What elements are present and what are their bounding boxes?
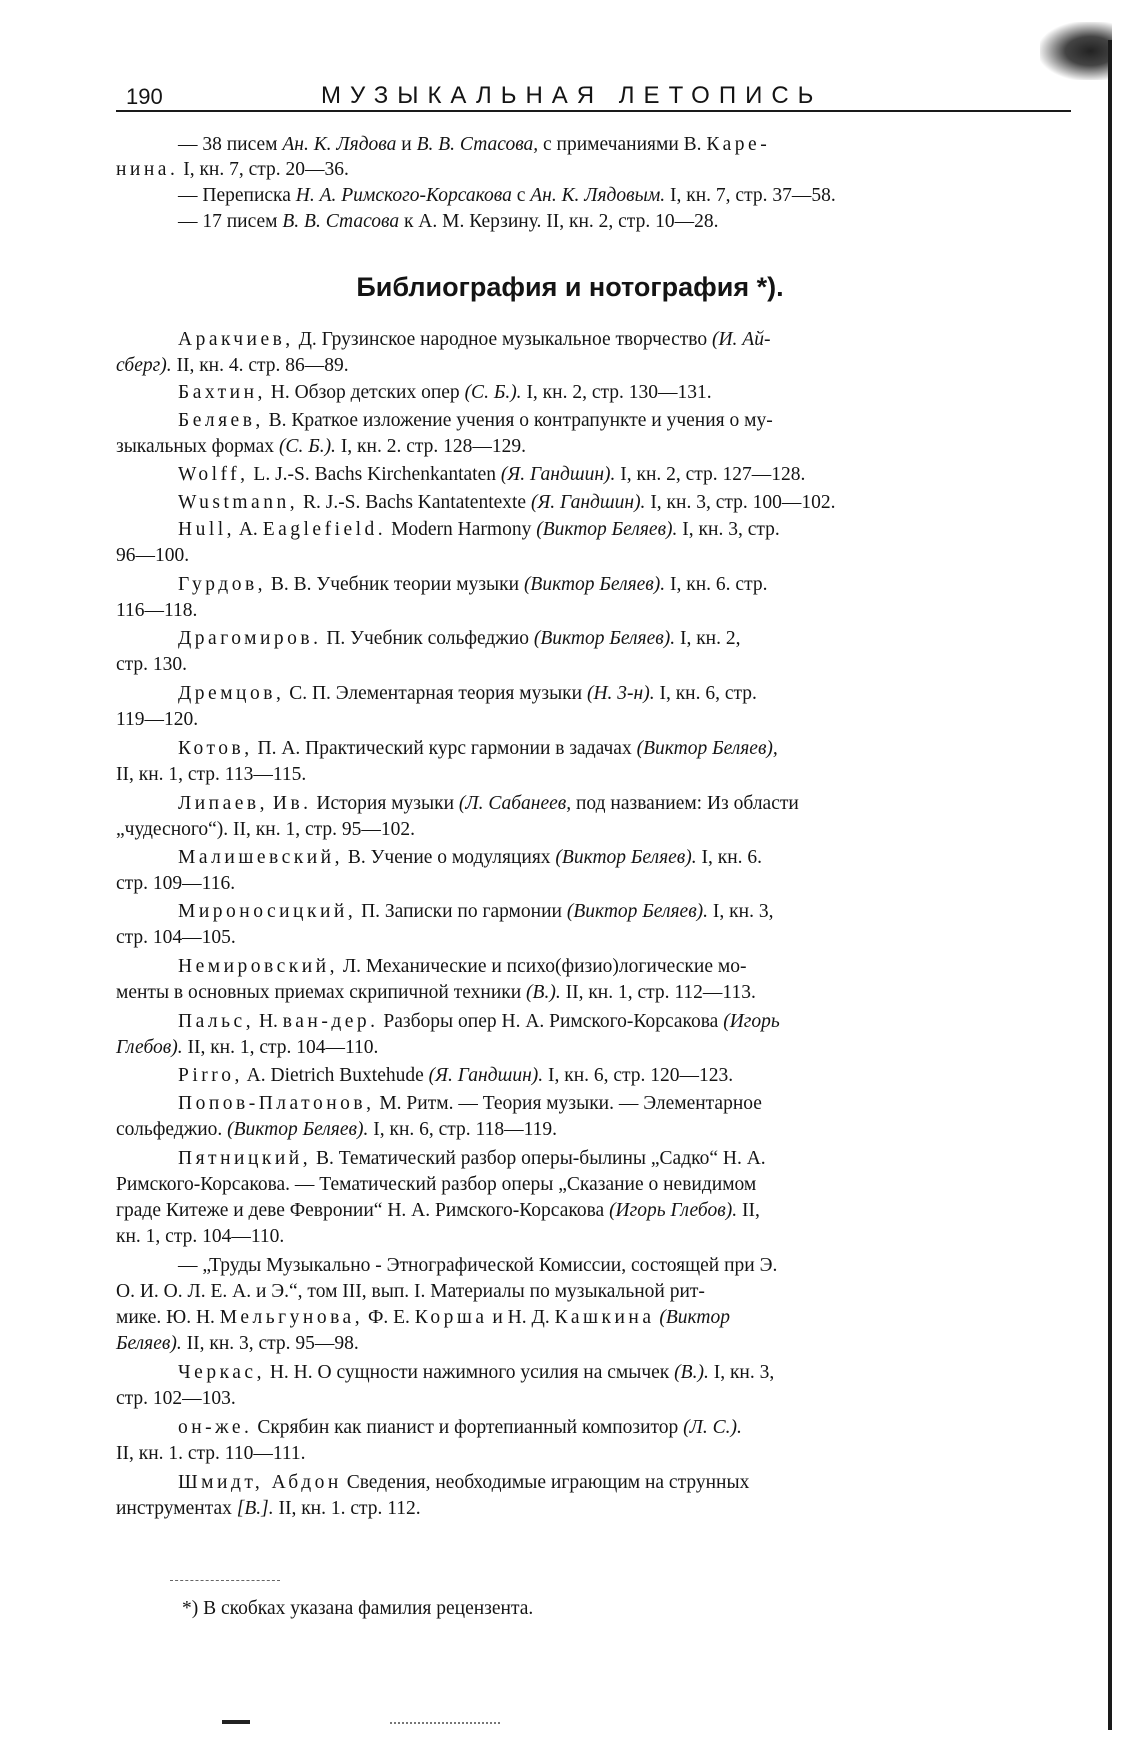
bibliography-entry: Черкас, Н. Н. О сущности нажимного усилия на смычек (В.). I, кн. 3, <box>178 1362 775 1383</box>
bibliography-entry: Пятницкий, В. Тематический разбор оперы-былины „Садко“ Н. А. <box>178 1148 766 1169</box>
section-heading: Библиография и нотография *). <box>356 272 784 302</box>
bibliography-entry-cont: II, кн. 1. стр. 110—111. <box>116 1443 306 1464</box>
bibliography-entry-cont: 119—120. <box>116 709 199 730</box>
bibliography-entry: Беляев, В. Краткое изложение учения о контрапункте и учения о му- <box>178 410 773 431</box>
bibliography-entry-cont: 116—118. <box>116 600 198 621</box>
bibliography-entry: Гурдов, В. В. Учебник теории музыки (Виктор Беляев). I, кн. 6. стр. <box>178 574 768 595</box>
bibliography-entry: Бахтин, Н. Обзор детских опер (С. Б.). I, кн. 2, стр. 130—131. <box>178 382 712 403</box>
bibliography-entry: Шмидт, Абдон Сведения, необходимые играющим на струнных <box>178 1472 750 1493</box>
bibliography-entry: Немировский, Л. Механические и психо(физио)логические мо- <box>178 956 747 977</box>
letters-item: — 17 писем В. В. Стасова к А. М. Керзину. II, кн. 2, стр. 10—28. <box>178 211 719 232</box>
bibliography-entry-cont: стр. 109—116. <box>116 873 236 894</box>
bibliography-entry: Малишевский, В. Учение о модуляциях (Виктор Беляев). I, кн. 6. <box>178 847 763 868</box>
footnote: *) В скобках указана фамилия рецензента. <box>182 1598 534 1619</box>
bibliography-entry: Pirro, A. Dietrich Buxtehude (Я. Гандшин). I, кн. 6, стр. 120—123. <box>178 1065 734 1086</box>
bibliography-entry: Hull, A. Eaglefield. Modern Harmony (Виктор Беляев). I, кн. 3, стр. <box>178 519 780 540</box>
letters-item: — 38 писем Ан. К. Лядова и В. В. Стасова, с примечаниями В. Каре- <box>178 134 771 155</box>
scan-mark <box>222 1720 250 1724</box>
bibliography-entry: — „Труды Музыкально - Этнографической Комиссии, состоящей при Э. <box>178 1255 778 1276</box>
bibliography-entry-cont: инструментах [В.]. II, кн. 1. стр. 112. <box>116 1498 421 1519</box>
bibliography-entry-cont: менты в основных приемах скрипичной техники (В.). II, кн. 1, стр. 112—113. <box>116 982 756 1003</box>
bibliography-entry-cont: кн. 1, стр. 104—110. <box>116 1226 285 1247</box>
bibliography-entry-cont: мике. Ю. Н. Мельгунова, Ф. Е. Корша и Н. Д. Кашкина (Виктор <box>116 1307 730 1328</box>
page-header <box>116 78 1071 112</box>
scan-dots <box>390 1722 500 1724</box>
letters-item: — Переписка Н. А. Римского-Корсакова с Ан. К. Лядовым. I, кн. 7, стр. 37—58. <box>178 185 836 206</box>
bibliography-entry-cont: Римского-Корсакова. — Тематический разбор оперы „Сказание о невидимом <box>116 1174 757 1195</box>
bibliography-entry-cont: Глебов). II, кн. 1, стр. 104—110. <box>116 1037 379 1058</box>
bibliography-entry: Попов-Платонов, М. Ритм. — Теория музыки. — Элементарное <box>178 1093 762 1114</box>
bibliography-entry-cont: „чудесного“). II, кн. 1, стр. 95—102. <box>116 819 415 840</box>
bibliography-entry: Wolff, L. J.-S. Bachs Kirchenkantaten (Я. Гандшин). I, кн. 2, стр. 127—128. <box>178 464 806 485</box>
bibliography-entry: Wustmann, R. J.-S. Bachs Kantatentexte (Я. Гандшин). I, кн. 3, стр. 100—102. <box>178 492 836 513</box>
running-title: МУЗЫКАЛЬНАЯ ЛЕТОПИСЬ <box>321 82 823 109</box>
bibliography-entry-cont: О. И. О. Л. Е. А. и Э.“, том III, вып. I. Материалы по музыкальной рит- <box>116 1281 705 1302</box>
bibliography-entry-cont: стр. 104—105. <box>116 927 236 948</box>
bibliography-entry-cont: сольфеджио. (Виктор Беляев). I, кн. 6, стр. 118—119. <box>116 1119 557 1140</box>
bibliography-entry-cont: II, кн. 1, стр. 113—115. <box>116 764 307 785</box>
page-number: 190 <box>126 84 163 109</box>
bibliography-entry-cont: зыкальных формах (С. Б.). I, кн. 2. стр. 128—129. <box>116 436 527 457</box>
bibliography-entry-cont: сберг). II, кн. 4. стр. 86—89. <box>116 355 349 376</box>
bibliography-entry: Драгомиров. П. Учебник сольфеджио (Виктор Беляев). I, кн. 2, <box>178 628 741 649</box>
bibliography-entry: Мироносицкий, П. Записки по гармонии (Виктор Беляев). I, кн. 3, <box>178 901 774 922</box>
bibliography-entry: Дремцов, С. П. Элементарная теория музыки (Н. 3-н). I, кн. 6, стр. <box>178 683 757 704</box>
bibliography-entry: Котов, П. А. Практический курс гармонии в задачах (Виктор Беляев), <box>178 738 778 759</box>
bibliography-entry-cont: Беляев). II, кн. 3, стр. 95—98. <box>116 1333 359 1354</box>
bibliography-entry: Аракчиев, Д. Грузинское народное музыкальное творчество (И. Ай- <box>178 329 771 350</box>
bibliography-entry: он-же. Скрябин как пианист и фортепианный композитор (Л. С.). <box>178 1417 742 1438</box>
bibliography-entry-cont: стр. 130. <box>116 654 188 675</box>
footnote-divider <box>170 1580 280 1581</box>
letters-item-cont: нина. I, кн. 7, стр. 20—36. <box>116 159 349 180</box>
bibliography-entry-cont: граде Китеже и деве Февронии“ Н. А. Римского-Корсакова (Игорь Глебов). II, <box>116 1200 760 1221</box>
bibliography-entry: Пальс, Н. ван-дер. Разборы опер Н. А. Римского-Корсакова (Игорь <box>178 1011 780 1032</box>
bibliography-entry: Липаев, Ив. История музыки (Л. Сабанеев, под названием: Из области <box>178 793 799 814</box>
bibliography-entry-cont: стр. 102—103. <box>116 1388 236 1409</box>
scan-smudge <box>1040 22 1112 80</box>
bibliography-entry-cont: 96—100. <box>116 545 190 566</box>
